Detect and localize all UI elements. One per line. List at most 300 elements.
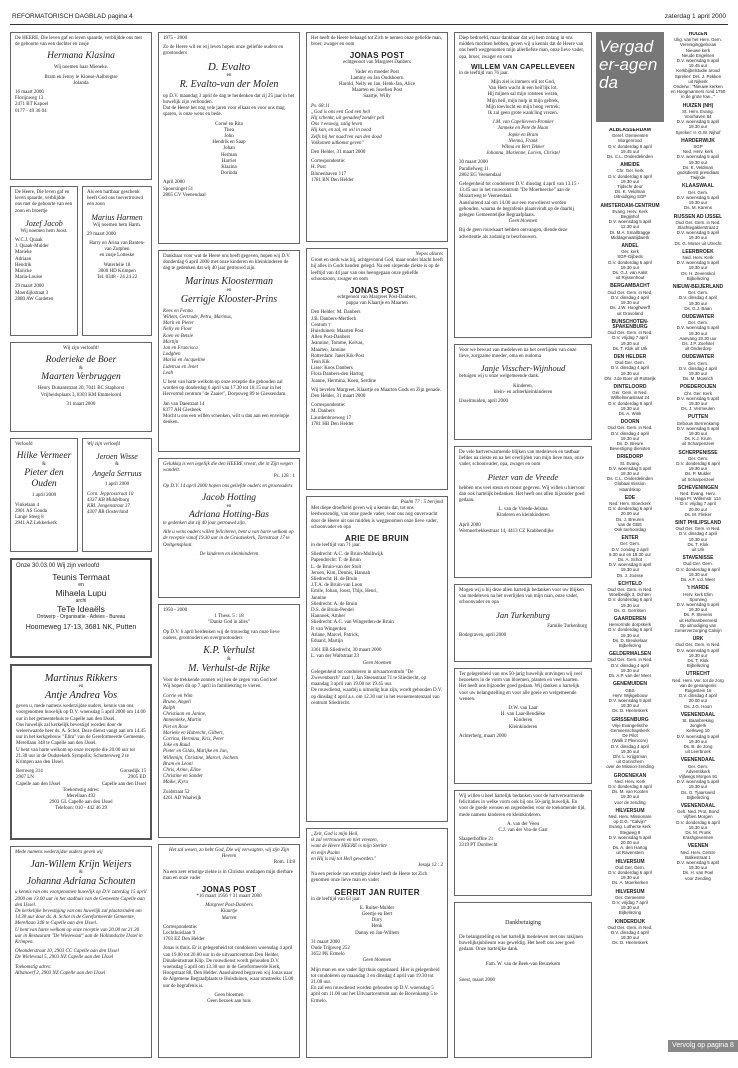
agenda-place: VEENENDAAL — [680, 711, 716, 718]
ad-and: & — [42, 462, 46, 468]
ad-name-2: Mihaela Lupu — [55, 588, 107, 599]
ad-names: J.M. van Capelleveen-Pronker Janneke en Pete de Haan Jopke en Bram Nienna, Frank Wilma en Bert Tekker Johanna, Marienne, Lorien, Christel — [486, 120, 560, 157]
agenda-details: Ger. kerk SGP-Gijbeds D.V. donderdag 6 april 19.30 uur Ds. G.J. van Aalst uit Rijssenhout — [608, 249, 652, 281]
ad-verse: „Zeit, God is mijn Heil, ik zal vertrouwen en niet vreezen, want de Heere HEERE is mijn Sterkte en mijn Psalm en Hij is mij tot Heil geworden." — [311, 832, 387, 862]
ad-line-2: archi — [75, 598, 87, 605]
agenda-place: BERGAMBACHT — [610, 283, 650, 290]
ad-sub: in de leeftijd van 71 jaar. — [311, 543, 361, 549]
ad-address-2: Gorsedijk 15 2905 ED Capelle aan den IJssel — [101, 769, 146, 787]
header-right: zaterdag 1 april 2000 — [664, 13, 726, 20]
ad-names: D.W. van Laar H. van Laar-Bendiëke Kinderen Kleinkinderen — [500, 706, 546, 730]
ad-children: Kees en Fenna Willem, Gertrude, Petra, Marinus, Marit en Pieter Nelly en Floor Koen en Betsie Martijn Jan en Francisca Lodghen Marisi en Jacqueline Lidetrua en Jenet Leah — [163, 308, 233, 376]
ad-date: 1 april 2000 — [31, 493, 57, 499]
ad-rows: Den Helder: M. Danbers J.B. Danbers-Mertlech Centum † Huisduinen: Maarten Post Allen Post-Danbers Jeannine, Tomme, Kelvas, Maarten, Jannine Rotterdam: Janet Kik-Post Teun Kik Lisse: Koos Danbers Flora Danbers-den Hartog Joanne, Hermina, Koen, Serdine — [311, 310, 376, 384]
agenda-details: Ned. Herv. Ver. tot de zorg van de gevangenis Ruigestein 16 D.V. dinsdag 4 april 20.00 uur Ds. J.G. Hoon — [672, 677, 724, 709]
agenda-place: AMEIDE — [620, 162, 640, 169]
agenda-details: Oud Ger. Gem. in Ned. D.V. dinsdag 4 april 19.30 uur Ds. T. Klok uit Urk — [675, 526, 721, 553]
agenda-details: Ned. Herv. Stoeckerk D.V. donderdag 6 april 20.00 uur Ds. J. Breuren van de GBS Ook toehoordag — [608, 501, 652, 533]
ad-names: Margreet Post-Danbers Klaartje Marten — [205, 903, 253, 921]
ad-reference: Rom. 14:8 — [273, 860, 295, 866]
agenda-details: SGP Ned. Herv. kerk D.V. woensdag 5 april 19.30 uur Ds. K. Veldman godsdienst presidiaat Twijnde — [676, 144, 720, 181]
ad-note: Geen bloemen — [508, 219, 538, 225]
agenda-place: LEERBROEK — [682, 248, 714, 255]
ad-date: 30 maart 2000 Parallelweg 11 2802 EG Veenendaal — [459, 160, 502, 178]
agenda-details: Ned. Herv. Centre Balkestraat 1 D.V. woensdag 5 april 19.30 uur Ds. H. van Poel voor Zending — [676, 849, 720, 881]
agenda-place: SINT PHILIPSLAND — [674, 520, 722, 527]
agenda-entry — [666, 804, 730, 840]
ad-name-1: Martinus Rikkers — [44, 673, 118, 684]
ad-and: en — [226, 287, 232, 293]
agenda-entry — [598, 774, 662, 805]
agenda-details: Oud Ger. Gem. in Ned. Woelbedijk 3, Ochten D.V. donderdag 6 april 19.30 uur Ds. G. Gerritsen — [607, 587, 653, 613]
agenda-details: Chr. Ger. Kerk D.V. woensdag 5 april 19.30 uur Ds. J. Vermeulen — [676, 390, 720, 412]
agenda-place: HILVERSUM — [615, 807, 645, 814]
ad-name-1: D. Evalto — [207, 60, 251, 73]
ad-title: Dankbetuiging — [505, 920, 541, 926]
ad-name-2: Gerrigje Klooster-Prins — [180, 293, 278, 305]
ad-jonas-post-family — [158, 844, 300, 1058]
ad-intro: Wij zijn verloofd! — [63, 346, 99, 351]
agenda-entry — [666, 285, 730, 311]
ad-years: 1975 - 2000 — [163, 36, 188, 41]
ad-verse: Psalm 77 : 5 berijmd — [400, 500, 443, 505]
ad-body: Jonas is thuis. Er is gelegenheid tot condoleren woensdag 4 april van 19.00 tot 20.00 uur in de uitvaartcentrum Den Helder, Dinaheimstraat Klip. De rouwdienst wordt gehouden D.V. woensdag 5 april om 13.30 uur in de Gereformeerde Kerk, Hoogstraat 88, Den Helder. Aansluitend begraven wij Jonas naar de Algemene Begraafplaats te Huisduinen, waar omstreeks 15.00 uur de begrafenis is. — [163, 946, 294, 989]
agenda-place: HILVERSUM — [615, 858, 645, 865]
ad-name-1: Roderieke de Boer — [45, 355, 117, 366]
agenda-details: Ger. Gem. in Ned. Wilhelminastraat 24 D.V. donderdag 6 april 19.30 uur Ds. A. Wink — [608, 390, 652, 416]
agenda-title: Vergader-agenda — [599, 37, 658, 92]
ad-body: op D.V. maandag 3 april de dag te herdenken dat zij 25 jaar in het huwelijk zijn verbonden. Dat de Heere het nog vele jaren voor elkaar en voor ons mag sparen, is onze wens en bede. — [163, 93, 295, 118]
ad-family: W.C.J. Quaak J. Quaak-Mulder Marieke Adriaan Hendrik Maricke Maria-Louise — [15, 238, 49, 281]
agenda-column-b — [666, 32, 730, 1036]
ad-parents: Bram en Jenny le Kloese-Aalbregtse Jolanda — [44, 74, 118, 86]
ad-children: Corrie en Wim Bruno, Angeli Ralph Christiaan en Janine, Annemieke, Martin Piet en Rose Marieke en Hubrecht, Gilbert, Corrina, Hermina, Kris, Peter Joke en Ruud Pieter en Gilda, Marijke en Jan, Willemijn, Christine, Marcel, Jochem Bram en Leoni Chris, Arine, Eline Christine en Sander Maike, Kyra — [163, 693, 238, 786]
ad-name: Jozef Jacob — [25, 218, 63, 228]
ad-date: Soest, maart 2000 — [459, 977, 495, 983]
ad-name: Pieter van de Vreede — [487, 471, 559, 482]
ad-kids: L. van de Vreede-Jelsma Kinderen en kleinkinderen — [496, 507, 550, 519]
ad-body: u kennis van ons voorgenomen huwelijk op D.V. zaterdag 15 april 2000 om 13.00 uur in het stadhuis van de Gemeente Capelle aan den IJssel. De kerkelijke bevestiging van ons huwelijk zal plaatsvinden om 14.30 uur door ds. A. Schot in de Gereformeerde Gemeente, Merellaan 348 te Capelle aan den IJssel. U bent van harte welkom op onze receptie van 20.00 tot 21.30 uur in Restaurant "De Wielewaal" aan de Hollandsche IJssel in Krimpen. — [15, 890, 147, 946]
agenda-entry — [598, 809, 662, 856]
agenda-place: VEENENDAAL — [680, 803, 716, 810]
ad-and: & — [115, 462, 119, 468]
ad-verse: Het zal wesen, zo hebt God, Die wij verwagten, wij zijn Zijn Heeren — [169, 848, 289, 860]
ad-verhulst — [158, 604, 300, 838]
agenda-entry — [598, 582, 662, 613]
ad-name-2: Angela Serruus — [92, 469, 142, 479]
agenda-entry — [666, 713, 730, 755]
agenda-details: Gebouw Sterrenkamp D.V. woensdag 5 april 19.30 uur Ds. K.J. Krum uit Scharpenzeel — [676, 420, 720, 447]
ad-turkenburg — [454, 584, 592, 662]
agenda-entry — [598, 920, 662, 946]
agenda-place: SCHERPENISSE — [678, 449, 718, 456]
ad-name: Jan Turkenburg — [496, 609, 550, 620]
ad-name: Janje Visscher-Wijnhoud — [480, 363, 566, 374]
ad-address: Corn. Jepprosstraat 10 4337 KB Middelburg KRI. Jongenstraat 37 4307 RB Oosterland — [87, 491, 134, 516]
agenda-place: DEN HELDER — [613, 353, 647, 360]
ad-name-2: Maarten Verbruggen — [41, 372, 121, 383]
ad-date: IJsselmuiden, april 2000 — [459, 399, 509, 405]
agenda-entry — [598, 128, 662, 159]
ad-name: JONAS POST — [201, 885, 257, 895]
ad-body: Wij willen u heel hartelijk bedanken voor de hartverwarmende felicitaties in welke vorm ook bij ons 50-jarig huwelijk. En voor de goede wensen en zegenbeden voor de toekomende tijd, mede namens kinderen en kleinkinderen. — [459, 794, 586, 818]
ad-name-2: R. Evalto-van der Molen — [179, 78, 279, 90]
ad-hermana — [10, 32, 152, 180]
ad-body: Mijn man en ons vader ligt thuis opgebaard. Hier is gelegenheid tot condoleren op maandag 3 en dinsdag 4 april van 19.30 tot 21.00 uur. En zal een rouwdienst worden gehouden op D.V. woensdag 5 april om 11.00 uur het Uitvaartcentrum aan de Bovenkamp 5 te Ermelo. — [311, 967, 440, 1004]
ad-intro: Op D.V. 14 april 2000 hopen ons geliefde ouders en grootouders — [163, 483, 293, 489]
ad-evalto — [158, 32, 300, 244]
ad-sub: echtgenoot van Margreet Post-Danbers, pappa van Klaartje en Maarten — [337, 295, 417, 307]
ad-dates: *16 maart 1956 † 31 maart 2000 — [196, 894, 262, 900]
ad-martinus — [10, 664, 152, 840]
agenda-place: GRISSENBURG — [611, 716, 649, 723]
ad-intro: Het heeft de Heere behaagd tot Zich te nemen onze geliefde man, broer, zwager en oom — [311, 36, 443, 48]
agenda-place: BUNSCHOTEN-SPAKENBURG — [611, 318, 649, 330]
agenda-details: Oud Ger. Gem. in Ned. D.V. dinsdag 4 april 19.30 uur Ds. A.P. van der Meer — [607, 657, 653, 679]
ad-footer: Bij de geen rouwkaart hebben ontvangen, diende deze advertentie als zodanig te beschouwen. — [459, 228, 568, 240]
ad-van-der-veen — [454, 790, 592, 896]
ad-intro: De Heere, Die leven gaf en leven spaarde, verblijdde ons met de geboorte van een zoon en broertje — [15, 190, 73, 214]
agenda-entry — [666, 250, 730, 281]
agenda-place: EDE — [624, 494, 636, 501]
ad-and: & — [79, 870, 83, 876]
ad-names: Vader en moeder Post Lammy en Jan Oudshoorn Harold, Nelly en Jan, Henk-Jan, Alice Maarten en Josefien Post Saartje, Willy — [338, 69, 416, 100]
ad-future-address: Toekomstig adres: Albanoerf 2, 2903 NZ Capelle aan den IJssel — [15, 964, 106, 976]
agenda-place: UTRECHT — [686, 671, 710, 678]
agenda-details: Oud Ger. Gem. in Ned. D.V. vrijdag 7 april 19.30 uur Ds. T. Klok uit Urk — [607, 330, 653, 351]
agenda-column-a — [598, 128, 662, 1038]
ad-note: Mocht u ons een willen schenken, wilt u dan aan een envelopje denken. — [163, 414, 290, 426]
ad-date: 29 maart 2000 Moerdijkstraat 3 2880 AW Gardeten — [15, 284, 54, 302]
ad-name: Marius Harmen — [91, 212, 143, 222]
ad-name-1: Hilke Vermeer — [16, 451, 72, 462]
ad-and: & — [79, 366, 83, 372]
ad-name-1: Marinus Kloosterman — [184, 275, 274, 287]
ad-intro: Dankbaar voor wat de Heere ons heeft gegeven, hopen wij D.V. donderdag 6 april 2000 met onze kinderen en kleinkinderen de dag te gedenken dat wij 40 jaar getrouwd zijn. — [163, 254, 291, 272]
ad-body: Wij bevelen Margreet, Klaartje en Maarten Gods en Zijn genade. — [311, 387, 442, 393]
agenda-entry — [666, 672, 730, 708]
agenda-entry — [666, 556, 730, 582]
ad-intro: De vele hartverwarmende blijken van medeleven en tastbaar liefdes na ziekte en na het overlijden van mijn lieve man, onze vader, schoonvader, opa, zwager en oom — [459, 450, 584, 468]
ad-years: 1950 - 2000 — [163, 608, 188, 613]
ad-future-address: Toekomstig adres: Merellaan 492 2903 GL Capelle aan den IJssel Telefoon: 010 - 442 46 29 — [49, 787, 113, 812]
header-left: REFORMATORISCH DAGBLAD pagina 4 — [12, 13, 133, 20]
ad-dankbetuiging — [454, 902, 592, 1058]
ad-intro: Verloofd — [15, 442, 33, 447]
ad-address-2: Lange Steeg 8 2941 AZ Lekkerkerk — [15, 515, 57, 527]
agenda-details: Ulig. van het Herv. Gem. Vereniginggebouw Nieuwe kerk Neude Engelsen D.V. woensdag 5 april 19.45 uur Kerkbijbelstudie aroud Spreker: Drs. J. Pekken uit Nijkerk Onderw.: "Nieuwe kerken en Hoogmanners rond 1750 in de grote tow..." — [670, 37, 726, 100]
ad-name-2: Antje Andrea Vos — [44, 690, 118, 702]
ad-note: Alle u wens ouders willen feliciteren, bent u van harte welkom op de receptie vanaf 19.30 uur in de Graatsekerk, Tornstraat 17 te Ooltgensplaat. — [163, 530, 294, 548]
ad-name-2: M. Verhulst-de Rijke — [188, 663, 270, 675]
ad-verse: Gelukkig is een iegelijk die den HEERE vreest, die in Zijn wegen wandelt. — [163, 462, 293, 474]
agenda-place: GENEMUIDEN — [613, 681, 647, 688]
agenda-entry — [598, 890, 662, 916]
agenda-details: Hervormde dorpskerk D.V. donderdag 6 april 19.30 uur Ds. D. Breukelaar Bijbellezing — [608, 622, 652, 649]
agenda-details: Ger. Gem. D.V. zondag 2 april 9.30 uur en 18.30 uur Ds. A. Schot D.V. woensdag 5 april 19.30 uur Ds. J. Joosse — [608, 541, 652, 578]
ad-jonas-post-2 — [306, 248, 448, 490]
agenda-details: Oud Ger. Gem. in Ned. Slachtegaklerstraat 2 D.V. woensdag 5 april 19.30 uur Ds. G. Moser uit Utrecht — [674, 219, 722, 246]
agenda-place: RIJSSEN AD IJSSEL — [673, 213, 723, 220]
ad-rows: Sliedrecht: A.C. de Bruin-Mulbwijk Papendrecht: T. de Bruin L. de Bruin-van der Stolt Jeroen, Kim, Dennis, Hannah Sliedrecht: H. de Bruin J.T.A. de Bruin-van Loon Emile, Johan, Joost, Thijs, Henri, Jannine Sliedrecht: A. de Bruin D.S. de Bruin-Pendel Hannoek, Amber Sliedrecht: A.C. van Wingerden-de Bruin P. van Wingerden Ariane, Marcel, Patrick, Eduard, Martijn — [311, 552, 394, 645]
ad-address: April 2000 Spoorsingel 51 2805 GV Veenendaal — [163, 180, 206, 198]
agenda-entry — [598, 860, 662, 886]
ad-name-3: TeTe Ideaëls — [57, 604, 105, 615]
agenda-place: HUIZEN (NH) — [682, 102, 714, 109]
ad-name: JONAS POST — [349, 51, 405, 61]
ad-intro: Groot en sterk was hij, achtgevoond God, maar onder blacht heeft hij alles in Gods handen gelegd. Na een slopende ziekte is op de leeftijd van 44 jaar van ons heengegaan onze geliefde schoonzoon, zwager en oom — [311, 258, 443, 282]
agenda-details: Ned. Herv. Kerk D.V. donderdag 6 april Ds. M. van Kooten 19.30 uur voor de zending — [608, 778, 652, 805]
agenda-place: HUIZEN — [688, 32, 708, 37]
agenda-entry — [666, 355, 730, 381]
agenda-details: St. Baanbreking Jonglerk Kerkweg 10 D.V. woensdag 5 april 19.30 uur Ds. B. de Jong uit Leerbroek — [676, 717, 720, 755]
agenda-entry — [666, 637, 730, 668]
agenda-entry — [666, 758, 730, 800]
agenda-entry — [598, 682, 662, 713]
agenda-entry — [666, 184, 730, 210]
ad-van-laar — [454, 668, 592, 784]
agenda-entry — [598, 718, 662, 770]
agenda-entry — [598, 204, 662, 240]
agenda-details: Ned. Evang. Herv. Haga Pr. Willemstr. 114 D.V. vrijdag 7 april 20.00 uur Ds. M. Flinker — [675, 491, 721, 517]
ad-name-2: Johanna Adriana Schouten — [26, 876, 136, 888]
ad-sub: betuigen wij u onze welgemeende dank. — [459, 374, 540, 380]
agenda-entry — [666, 451, 730, 482]
ad-kids: Geen bloemen Geen bezoek aan huis — [207, 992, 251, 1005]
ad-note: Geen bloemen — [362, 958, 392, 964]
ad-date: April 2000 Wernnerbekkestraat 14, 4413 CZ Krabbendijke — [459, 522, 554, 534]
agenda-entry — [666, 586, 730, 633]
ad-pieter — [454, 446, 592, 578]
ad-body: Ter gelegenheid van ons 50-jarig huwelijk ontvingen wij veel bezoekers in de vorm van bloemen, planten en veel kaarten. Het heeft ons bijzonder goed gedaan. Wij danken u hartelijk voor uw belangstelling en voor alle goeie en welgemeende wensen. — [459, 672, 582, 702]
ad-address-1: Vinkelaan 4 2901 AS Gouda — [15, 502, 47, 514]
ad-body: U bent van harte welkom op onze receptie die gehouden zal worden op donderdag 6 april van 17.30 tot 18.15 uur in het Hervormd centrum "de Zaaier", Dorpsweg 89 te Giessendam. — [163, 380, 287, 398]
agenda-entry — [598, 420, 662, 451]
agenda-entry — [666, 32, 730, 100]
agenda-entry — [598, 385, 662, 416]
ad-address: Correspondentie: Lochthuislaan 9 1703 EZ Den Helder — [163, 924, 205, 943]
ad-arie-de-bruin — [306, 496, 448, 822]
ad-address: Hoomeweg 17-13, 3681 NK, Putten — [25, 623, 137, 631]
ad-date: Den Helder, 31 maart 2000 — [311, 394, 366, 400]
ad-name: Hermana Klasina — [47, 51, 115, 62]
ad-sub: Wij noemen haar Mieneke. — [53, 65, 109, 71]
agenda-place: POEDEROIJEN — [679, 384, 717, 391]
ad-jozef — [10, 186, 78, 336]
agenda-details: St. Evang. D.V. woensdag 5 april 19.30 uur Ds. C.L. Onderdelinden Globaal mission Haardskop — [607, 460, 653, 492]
agenda-entry — [598, 536, 662, 578]
ad-intro: Op D.V. 6 april herdenken wij de trouwdag van onze lieve ouders, grootouders en overgrootouders — [163, 629, 280, 641]
ad-jan-willem — [10, 846, 152, 1058]
agenda-details: Oud Ger. Gem. in Ned. D.V. dinsdag 4 april 19.30 uur Ds. D. Breure Bevestiging diensten — [607, 425, 653, 452]
ad-intro: Na een periode van ernstige ziekte heeft de Heere tot Zich genomen onze lieve man en vader — [311, 872, 428, 884]
agenda-details: Herv. kerk Elim Sporweg D.V. woensdag 5 april 19.30 uur Ds. P. Stevens uit Hofmanbeerveld Op uitnodiging van zomerverzorging Calvijn — [674, 591, 722, 633]
agenda-place: NIEUW-BEIJERLAND — [672, 283, 724, 290]
ad-name: JONAS POST — [349, 286, 405, 296]
ad-sub: echtgenoot van Margreet Danbers — [343, 60, 411, 66]
agenda-details: Ger. Gemeente D.V. vrijdag 7 april 19.30 uur Bijbellezing — [612, 894, 648, 916]
ad-and: en — [226, 503, 232, 509]
ad-intro: Wij zijn verloofd — [87, 442, 121, 447]
ad-address: Correspondentie: H. Post Binnenhaven 117 1781 BN Den Helder — [311, 159, 354, 183]
ad-intro: Als een hartbaar geschenk heeft God ons toevertrouwd een zoon — [87, 190, 143, 208]
agenda-entry — [666, 415, 730, 446]
ad-marinus — [158, 250, 300, 452]
ad-address-1: Bernweg 314 2907 LN Capelle aan den IJssel — [16, 769, 61, 787]
ad-address: Correspondentie: M. Danbers Laurdenbroeweg 17 1781 HB Den Helder — [311, 403, 354, 427]
ad-jonas-post-1 — [306, 32, 448, 242]
agenda-details: Ger. Gem. D.V. woensdag 5 april 19.30 uur Ds. M. Karens — [676, 189, 720, 211]
agenda-place: VEENEN — [687, 843, 709, 850]
agenda-header — [596, 32, 664, 122]
ad-body: Gelegenheid tot condoleren in uitvaartcentrum "De Zwevenborch" zaal 1, Jan Steenstraat 71 te Sliedrecht, op maandag 3 april van 19.00 tot 19.45 uur. De rouwdienst, waarbij u uitnodig hun zijn, wordt gehouden D.V. op dinsdag 4 april a.s. om 12.30 uur in het evenementenzaal van centrum Sliedrecht. — [311, 669, 443, 706]
agenda-details: Ger. Gem. Adventskerk Vijfwegs Morgen 91 D.V. woensdag 5 april 19.30 uur Ds. G. Tjaarsveld Bijbellezing — [676, 763, 720, 800]
agenda-details: Chr. Ger. kerk D.V. donderdag 6 april 19.30 uur Tijdschr deur Ds. K. Veldman Uitnodiging SGP — [608, 168, 652, 200]
agenda-entry — [598, 244, 662, 280]
agenda-entry — [666, 385, 730, 411]
ad-intro: Na een zeer ernstige ziekte is in Christus ontslapen mijn dierbare man en onze vader — [163, 869, 293, 881]
page-header — [10, 10, 728, 25]
ad-sub: Wij noemen hem Joost. — [20, 228, 68, 234]
ad-janje — [454, 344, 592, 440]
agenda-entry — [666, 215, 730, 246]
ad-address: Oleanderstraat 10, 2903 CC Capelle aan den IJssel De Wielewaal 5, 2903 NZ Capelle aan den IJssel — [15, 949, 119, 961]
ad-intro: Met diepe droefheid geven wij u kennis dat, tot ons leedwezendig, van onze goede vader, voor ons nog onverwacht door de Heere uit ons midden is weggenomen onze lieve vader, schoonvader en opa — [311, 506, 438, 530]
agenda-place: URK — [692, 636, 704, 643]
agenda-details: Ned. Herv. Kerk D.V. woensdag 5 april 19.30 uur Ds. H. Zevenskol Bijbellezing — [676, 254, 720, 281]
ad-name: GERRIT JAN RUITER — [334, 887, 420, 897]
ad-verse: Ps. 68:11 „God is ons een God een heil Hij schenkt, uit genadeef zonder peil Ons 't eeuwig, zalig leven Hij kan, en zal, en wil in nood Zelfs bij het naad'ren van den dood Volkomen uitkomst geven" — [311, 103, 385, 146]
agenda-place: SCHEVENINGEN — [677, 484, 718, 491]
ad-body: hebben ons veel steun en troost gegeven. Wij willen u hiervoor dan ook hartelijk bedanken. Het heeft ons allen bijzonder goed gedaan. — [459, 485, 585, 504]
agenda-entry — [598, 163, 662, 199]
ad-intro: De HEERE, Die leven gaf en leven spaarde, verblijdde ons met de geboorte van een dochter en zusje — [15, 36, 142, 48]
ad-verse: Nepos allures — [415, 252, 443, 257]
agenda-place: GAARDEREN — [613, 616, 647, 623]
ad-names: A. van der Veen C.J. van der Vea-de Gast — [498, 821, 548, 834]
ad-kids: Familie Turkenburg — [547, 623, 587, 629]
agenda-details: Ger. Gem. D.V. donderdag 6 april 19.30 uur Ds. P. Mulder uit Scharpenzeel — [676, 455, 720, 482]
ad-line-3: Ontwerp - Organisatie - Advies - Bureau — [36, 614, 126, 621]
ad-name-2: Adriana Hotting-Bas — [189, 510, 269, 521]
agenda-entry — [598, 617, 662, 648]
ad-intro: Mede namens wederzijdse ouders geven wij — [15, 850, 103, 855]
agenda-entry — [598, 496, 662, 532]
agenda-entry — [598, 355, 662, 381]
agenda-place: ANDEL — [621, 243, 639, 250]
agenda-entry — [666, 844, 730, 880]
ad-name: WILLEM VAN CAPELLEVEEN — [470, 63, 576, 71]
agenda-place: OUDEWATER — [681, 354, 715, 361]
ad-sub: in de leeftijd van 76 jaar. — [459, 70, 509, 76]
agenda-details: Geb. Ned. Prot. Bond Vijftien Morgen D.V. donderdag 6 april 19.30 uur Ds. M. Pronk Krashgevennen — [676, 809, 720, 841]
agenda-place: ENTER — [621, 535, 639, 542]
agenda-place: 't HARDE — [686, 585, 710, 592]
ad-note: Geen bloemen — [362, 660, 392, 666]
ad-date: 1 april 2000 — [104, 482, 130, 488]
agenda-details: Ger. Gem. D.V. dinsdag 4 april 19.30 uur Ds. G.J. Baan — [679, 290, 717, 311]
agenda-entry — [666, 104, 730, 135]
continued-on-page-8: Vervolg op pagina 8 — [668, 1040, 738, 1052]
agenda-details: Evang. Herv. Kerk Begijnhof D.V. woensdag 5 april 12.30 uur Dr. M.A. Smalltragge Middagmaaltijdwerk — [608, 208, 652, 240]
agenda-details: Oud Ger. Gem. in Ned. D.V. woensdag 5 april 19.30 uur Ds. T. Klok Bijbellezing — [675, 642, 721, 669]
agenda-details: Oud Ger. Gem. D.V. dinsdag 4 april 19.30 uur Dhr. J.de Boer uit Rotterijk — [604, 360, 656, 381]
ad-verse: 1 Thess. 5 : 18 "Dankt God in alles" — [208, 614, 250, 626]
ad-address: Henry Dunantstraat 20, 7041 BC Staphorst Vrijheidsplaats 3, 8303 KM Emmeloord — [37, 386, 125, 398]
agenda-place: HILVERSUM — [615, 888, 645, 895]
ad-sub: Wij noemen hem Harm. — [92, 222, 142, 228]
ad-verse: Mijn ziel is immers stil tot God, Van Hem wacht ik een heil'lijk lot. Hij mijnen sal mijn rotsteen wezen, Mijn heil, mijn hulp in mijn gebrek, Mijn toevlucht en mijn hoog vertrek; Ik zal geen grote wank'ling vrezen. — [485, 80, 560, 117]
ad-name: ARIE DE BRUIN — [345, 534, 409, 544]
agenda-entry — [598, 652, 662, 678]
ad-marius — [82, 186, 152, 336]
agenda-place: ECHTELD — [618, 580, 642, 587]
ad-hilke — [10, 438, 78, 552]
agenda-place: KINDERDIJK — [614, 918, 646, 925]
ad-and: en — [226, 72, 232, 78]
ad-name-1: Jacob Hotting — [201, 492, 257, 503]
ad-names: E. Ruiter-Mulder Geertje en Bert Dirry Henk Danny en Jan-Willem — [355, 905, 399, 936]
agenda-place: AMSTERDAM-CENTRUM — [600, 202, 660, 209]
agenda-details: Oud Ger. Gem. D.V. donderdag 6 april 19.30 uur Ds. A. Moerkerken — [608, 864, 652, 886]
ad-address: Waterlelie 18 3000 HD Krimpen Tel. 0348 - 24 24 22 — [96, 262, 138, 281]
ad-body: Gelegenheid tot condoleren D.V. dinsdag 4 april van 13.15 - 13.45 uur in het rouwcentrum "De Moerbeecke" aan de Mozartweg te Veenendaal. Aansluitend zal om 14.00 uur een rouwdienst worden gehouden, waarna de begrafenis plaatsvindt op de daarbij gelegen Gemeentelijke Begraafplaats. — [459, 182, 580, 219]
ad-address: 31 maart 2000 Oude Trijpweg 252 3652 PK Ermelo — [311, 939, 350, 958]
ad-intro: Diep bedroefd, maar dankbaar dat wij hem zolang in ons midden mochten hebben, geven wij u kennis dat de Heere van ons heeft weggenomen mijn allerliefste man, onze lieve vader, opa, broer, zwager en oom — [459, 36, 585, 60]
agenda-details: Ned. Herv. Missionare op G.G. "Calvijn" Evang. Lutherse kerk Stegweg 8 D.V. woensdag 5 april 20.00 uur Ds. A. den Hartog uit Ravenstein — [608, 813, 652, 856]
agenda-details: Oud Ger. Gem. D.V. donderdag 6 april 19.30 uur Ds. A.F. v.d. Meer — [676, 561, 720, 583]
ad-jeroen — [82, 438, 152, 552]
agenda-details: St. Herv. Evang. Voorhaven 84 D.V. woensdag 5 april 19.30 uur Spreker: Ir. G.W. Nijhof — [675, 108, 721, 135]
ad-reference: Ps. 128 : 1 — [273, 474, 295, 480]
ad-line-1: Onze 30.03.00 Wij zijn verloofd — [16, 563, 100, 569]
ad-date: 31 maart 2000 — [66, 401, 96, 407]
agenda-place: VEENENDAAL — [680, 757, 716, 764]
ad-and: & — [227, 657, 231, 663]
agenda-place: OUDEWATER — [681, 313, 715, 320]
ad-address: 3361 EB Sliedrecht, 30 maart 2000 L. van der Waltstraat 23 — [311, 648, 382, 660]
agenda-details: Oud Ger. Gem. in Ned. D.V. dinsdag 4 april 19.30 uur Ds. J.W. Hooghwerff uit Gravoland — [607, 289, 653, 316]
ad-body: Voor de trekkende zonnen wij hen de zegen van God toe! Wij hopen dit op 7 april in familiekring te vieren. — [163, 678, 278, 690]
ad-name-1: Teunis Termaat — [52, 572, 110, 582]
ad-hotting — [158, 458, 300, 598]
agenda-place: GELDERMALSEN — [609, 651, 651, 658]
ad-intro: Zo de Heere wil en wij leven hopen onze geliefde ouders en grootouders — [163, 45, 284, 57]
ad-date: Achterberg, maart 2000 — [459, 733, 507, 739]
ad-name-1: K.P. Verhulst — [203, 645, 255, 657]
ad-reference: Jesaja 12 : 2 — [418, 863, 443, 869]
agenda-entry — [666, 315, 730, 351]
agenda-details: Oud Ger. Gem. in Ned. D.V. dinsdag 4 april 19.30 uur Ds. D. Heemskerk — [607, 924, 653, 946]
ad-kids: Kinderen, klein- en achterkleinkinderen — [493, 383, 553, 395]
agenda-place: KLAASWAAL — [682, 183, 714, 190]
ad-sub: in de leeftijd van 63 jaar. — [311, 896, 361, 902]
ad-children: Corné en Rita Thea John Hendrik en Saap Johan Herman Harriet Klazina Dorinda — [212, 121, 246, 177]
ad-body: De belangstelling en het hartelijk medeleven met ons rakijnen huwelijksjubileum was geweldig. Het heeft ons zeer goed gedaan. Onze hartelijke dank. — [459, 935, 583, 953]
ad-name-2: Pieter den Ouden — [24, 468, 64, 490]
agenda-entry — [666, 486, 730, 517]
agenda-place: STAVENISSE — [682, 555, 714, 562]
agenda-place: DOORN — [620, 419, 640, 426]
agenda-place: GROENEKAN — [613, 772, 647, 779]
ad-date: Den Helder, 31 maart 2000 — [311, 150, 366, 156]
ad-roderick — [10, 342, 152, 432]
agenda-entry — [666, 139, 730, 181]
agenda-entry — [598, 284, 662, 315]
ad-kids: De kinderen en kleinkinderen — [199, 551, 259, 557]
ad-name-1: Jan-Willem Krijn Weijers — [30, 859, 132, 871]
agenda-place: DRIEDORP — [616, 454, 644, 461]
